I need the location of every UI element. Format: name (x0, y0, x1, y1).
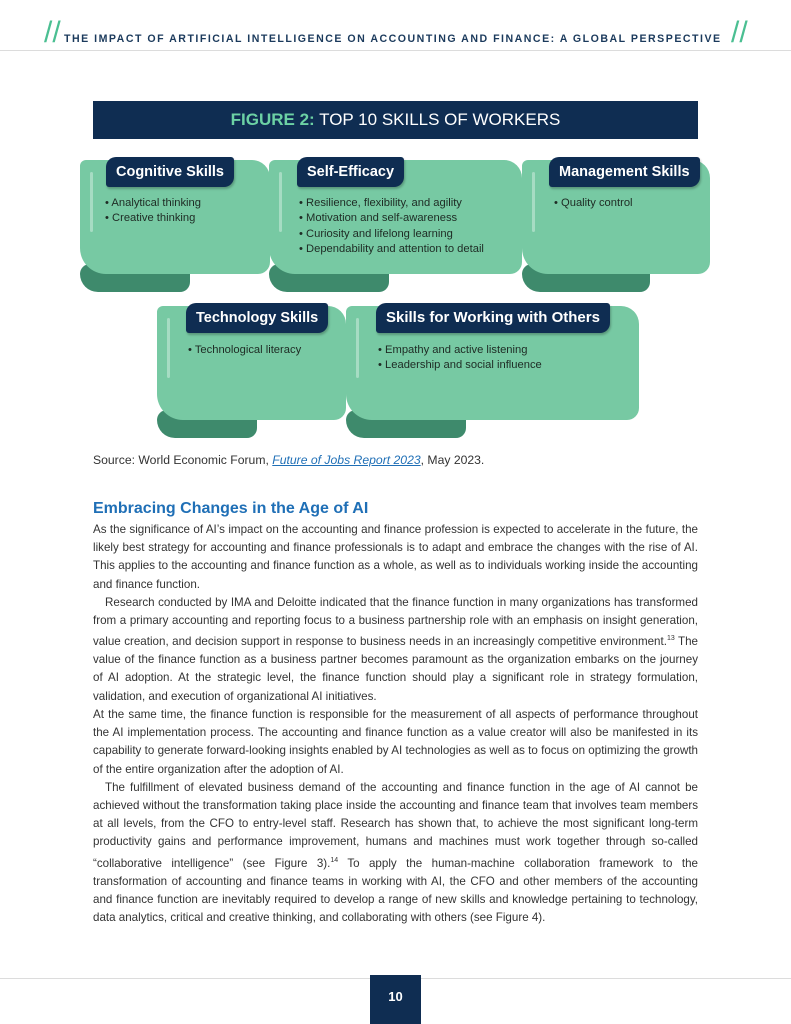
source-suffix: , May 2023. (420, 453, 485, 467)
header-divider (0, 50, 791, 51)
skill-item: • Empathy and active listening (378, 343, 542, 358)
skill-card-title: Technology Skills (186, 303, 328, 333)
skill-item: • Quality control (554, 196, 633, 211)
card-edge (167, 318, 170, 378)
source-prefix: Source: World Economic Forum, (93, 453, 269, 467)
figure-source (93, 453, 484, 467)
card-edge (279, 172, 282, 232)
skill-card-cognitive (80, 160, 270, 292)
skill-card-title: Management Skills (549, 157, 700, 187)
running-header: THE IMPACT OF ARTIFICIAL INTELLIGENCE ON ACCOUNTING AND FINANCE: A GLOBAL PERSPECTIVE (64, 33, 722, 45)
footnote-ref: 13 (666, 635, 675, 643)
card-edge (356, 318, 359, 378)
skill-item: • Dependability and attention to detail (299, 242, 484, 257)
header-slash-left-icon: // (44, 16, 61, 49)
skill-card-management (522, 160, 710, 292)
skill-item: • Creative thinking (105, 211, 201, 226)
skill-list (188, 343, 301, 358)
skill-item: • Resilience, flexibility, and agility (299, 196, 484, 211)
skill-card-working-with-others (346, 306, 639, 438)
paragraph-text: Research conducted by IMA and Deloitte indicated that the finance function in many organizations has transformed from a primary accounting and reporting focus to a business partnership role with an emphasis on insight generation, value creation, and decision support in response to business needs in an increasingly competitive environment. (93, 595, 698, 649)
page-number: 10 (370, 975, 421, 1024)
paragraph: As the significance of AI’s impact on the accounting and finance profession is expected to accelerate in the future, the likely best strategy for accounting and finance professionals is to adapt and embrace the changes with the rise of AI. This applies to the accounting and finance function as a whole, as well as to individuals working inside the accounting and finance function. (93, 523, 698, 591)
skill-list (105, 196, 201, 227)
skill-card-title: Self-Efficacy (297, 157, 404, 187)
figure-label: FIGURE 2: (230, 110, 315, 129)
paragraph-text: The fulfillment of elevated business demand of the accounting and finance function in the age of AI cannot be achieved without the transformation taking place inside the accounting and finance team that involves team members at all levels, from the CFO to entry-level staff. Research has shown that, to achieve the most significant long-term productivity gains and performance improvement, humans and machines must work together through so-called “collaborative intelligence” (see Figure 3). (93, 780, 698, 870)
skill-card-title: Cognitive Skills (106, 157, 234, 187)
paragraph-text: To apply the human-machine collaboration framework to the transformation of accounting and finance teams in working with AI, the CFO and other members of the accounting and finance function are inevitably required to develop a range of new skills and knowledge pertaining to technology, data analytics, critical and creative thinking, and collaborating with others (see Figure 4). (93, 856, 698, 924)
skill-item: • Leadership and social influence (378, 358, 542, 373)
source-report-link[interactable]: Future of Jobs Report 2023 (272, 453, 421, 467)
skill-item: • Analytical thinking (105, 196, 201, 211)
figure-title: TOP 10 SKILLS OF WORKERS (319, 110, 561, 129)
paragraph (93, 594, 698, 706)
card-edge (532, 172, 535, 232)
skill-card-self-efficacy (269, 160, 522, 292)
header-slash-right-icon: // (731, 16, 748, 49)
skill-item: • Technological literacy (188, 343, 301, 358)
paragraph: At the same time, the finance function is responsible for the measurement of all aspects of performance throughout the AI implementation process. The accounting and finance function as a value creator will also be manifested in its capability to generate forward-looking insights enabled by AI technologies as well as to focus on optimizing the growth of the entire organization after the adoption of AI. (93, 707, 698, 776)
skill-card-title: Skills for Working with Others (376, 303, 610, 333)
section-heading: Embracing Changes in the Age of AI (93, 500, 369, 517)
skill-list (299, 196, 484, 257)
skill-list (554, 196, 633, 211)
skill-card-technology (157, 306, 346, 438)
card-edge (90, 172, 93, 232)
paragraph (93, 779, 698, 927)
paragraph-text: The value of the finance function as a business partner becomes paramount as the organization embarks on the journey of AI adoption. At the strategic level, the finance function should play a significant role in strategy formulation, validation, and execution of organizational AI initiatives. (93, 635, 698, 703)
skill-item: • Motivation and self-awareness (299, 211, 484, 226)
footnote-ref: 14 (330, 856, 339, 864)
skill-list (378, 343, 542, 374)
figure-title-bar (93, 101, 698, 139)
skill-item: • Curiosity and lifelong learning (299, 227, 484, 242)
article-body (93, 521, 698, 927)
